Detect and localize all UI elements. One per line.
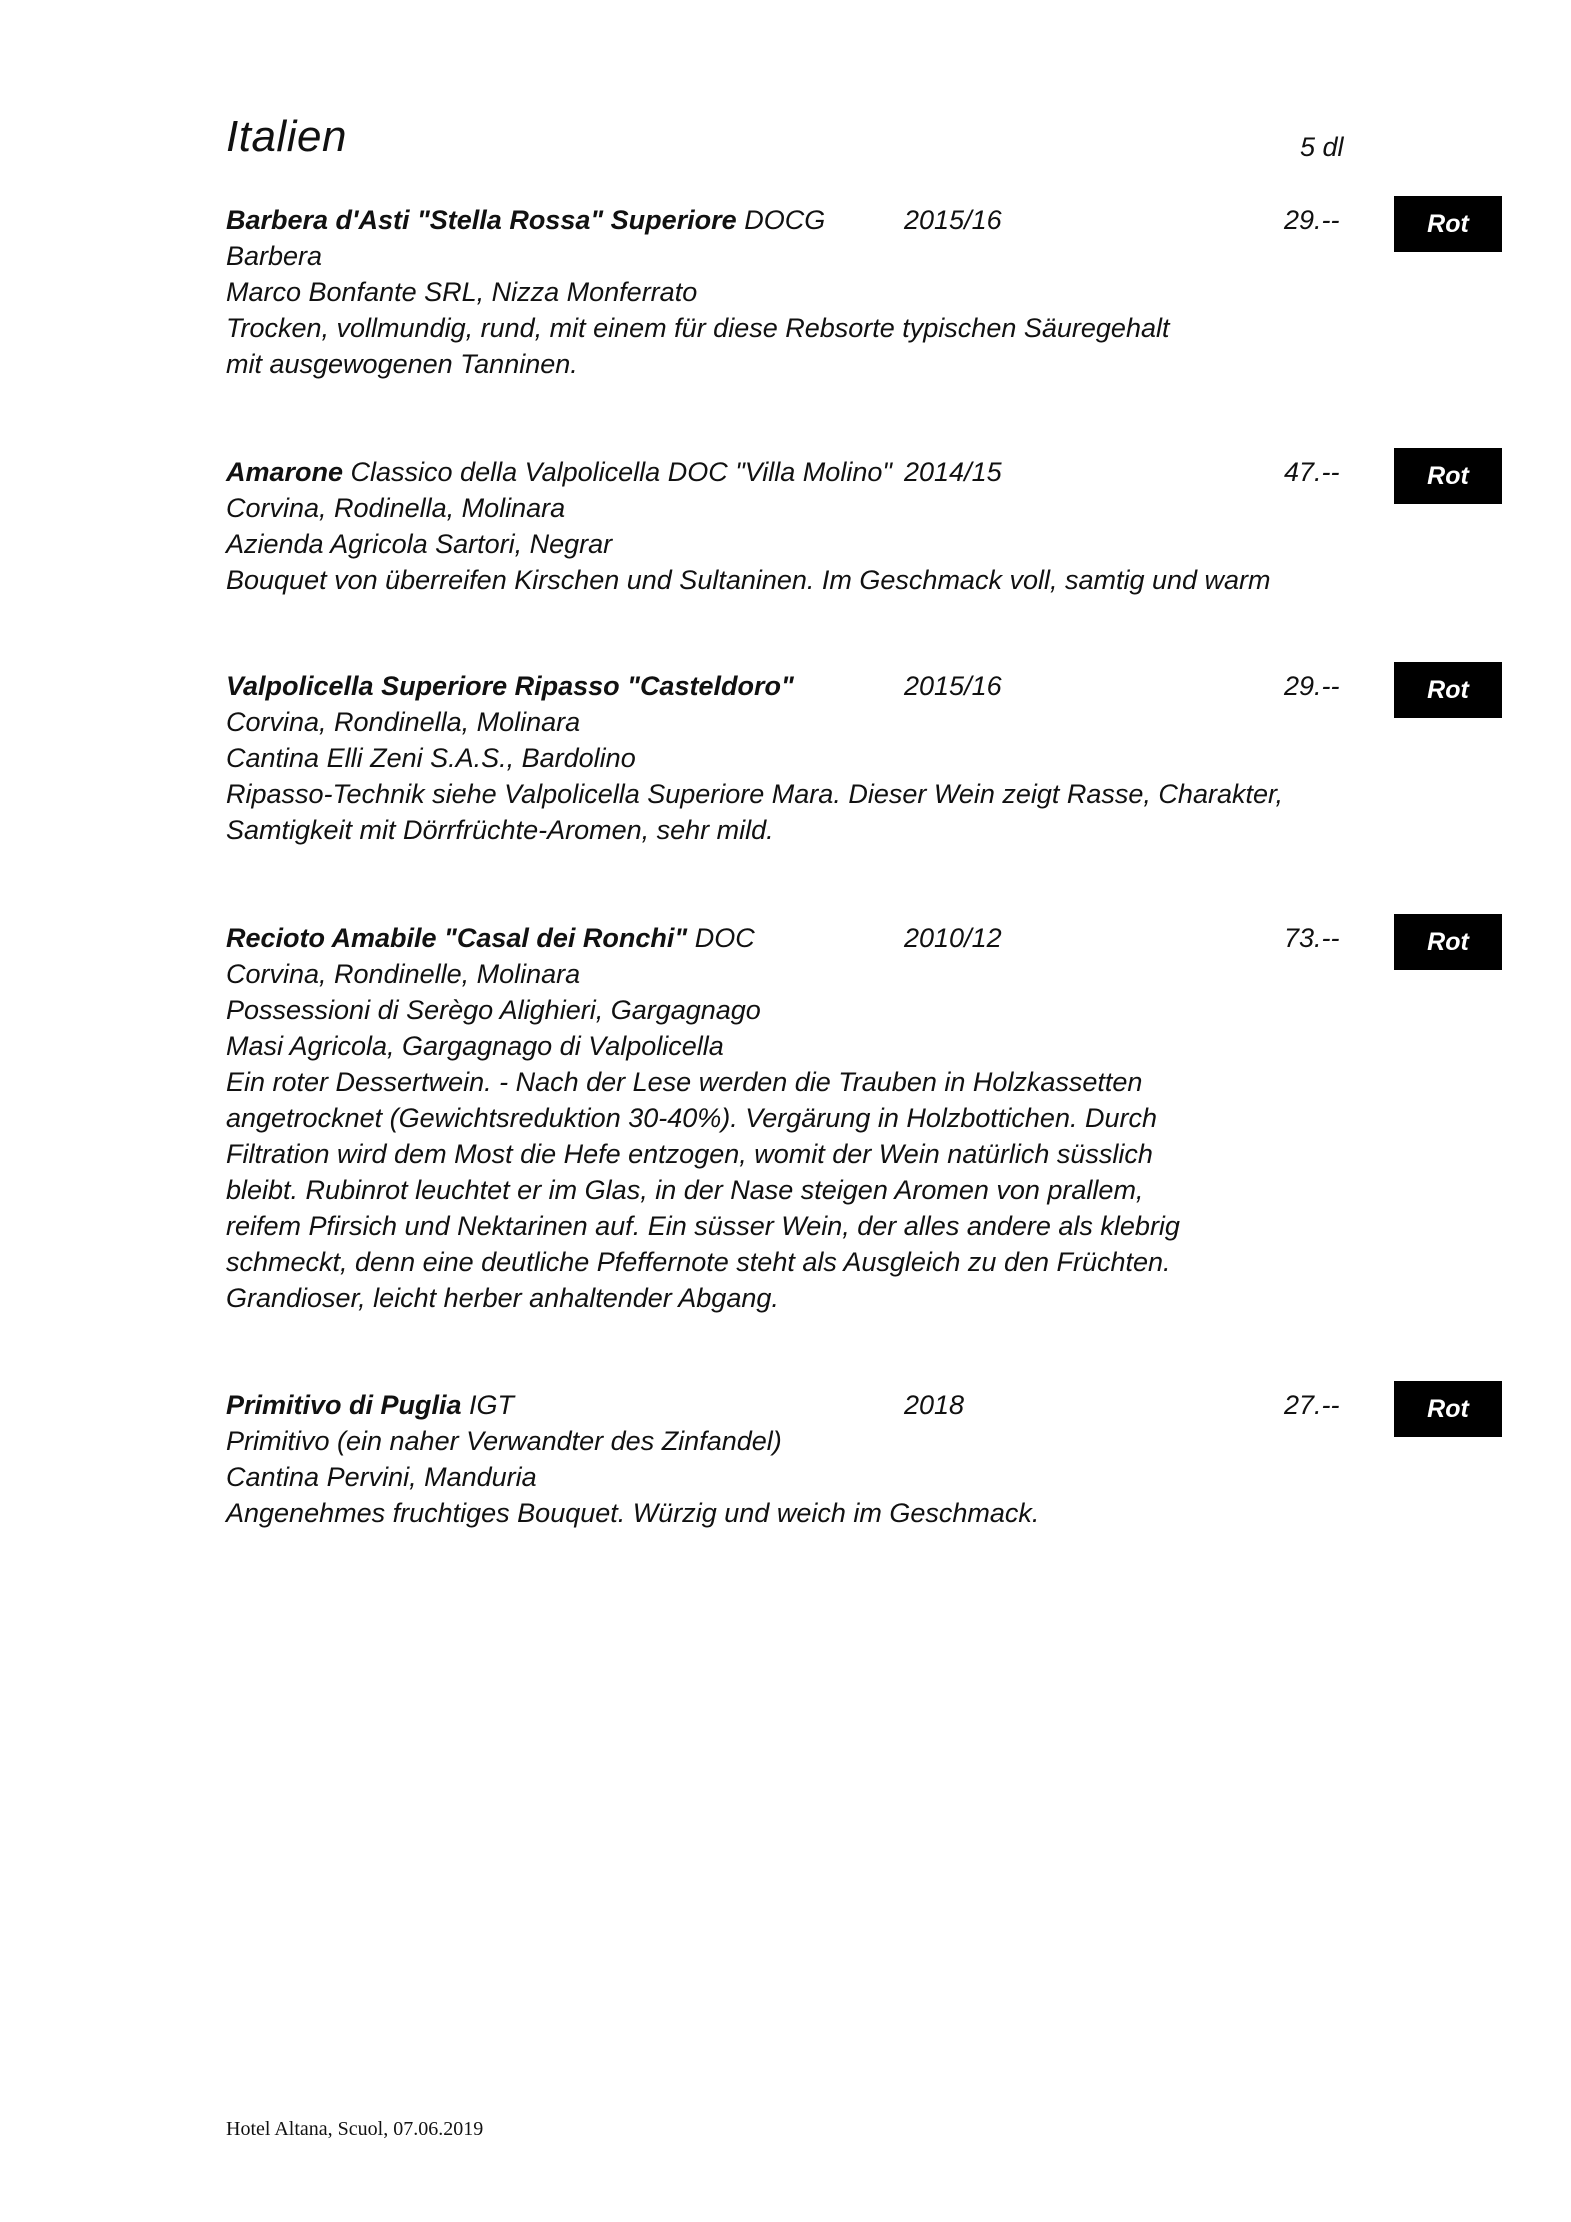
wine-note-line: Ripasso-Technik siehe Valpolicella Superiore Mara. Dieser Wein zeigt Rasse, Charakter, xyxy=(226,779,1283,809)
wine-note-line: Ein roter Dessertwein. - Nach der Lese werden die Trauben in Holzkassetten xyxy=(226,1067,1143,1097)
wine-note-line: Grandioser, leicht herber anhaltender Abgang. xyxy=(226,1283,779,1313)
wine-classification: DOC xyxy=(687,923,755,953)
wine-price: 73.-- xyxy=(1284,923,1340,953)
wine-note-line: Bouquet von überreifen Kirschen und Sultaninen. Im Geschmack voll, samtig und warm xyxy=(226,565,1271,595)
wine-description xyxy=(226,490,1306,598)
wine-producer: Azienda Agricola Sartori, Negrar xyxy=(226,529,613,559)
wine-note-line: mit ausgewogenen Tanninen. xyxy=(226,349,578,379)
wine-title xyxy=(226,1387,514,1423)
wine-producer: Marco Bonfante SRL, Nizza Monferrato xyxy=(226,277,698,307)
wine-classification: Classico della Valpolicella DOC "Villa Molino" xyxy=(343,457,892,487)
wine-grape: Primitivo (ein naher Verwandter des Zinfandel) xyxy=(226,1426,782,1456)
wine-name: Amarone xyxy=(226,457,344,487)
wine-description xyxy=(226,956,1306,1316)
wine-header-row xyxy=(226,202,1556,238)
wine-header-row xyxy=(226,920,1556,956)
wine-color-badge: Rot xyxy=(1394,448,1502,504)
wine-note-line: angetrocknet (Gewichtsreduktion 30-40%). Vergärung in Holzbottichen. Durch xyxy=(226,1103,1157,1133)
wine-grape: Corvina, Rodinella, Molinara xyxy=(226,493,566,523)
wine-grape: Corvina, Rondinelle, Molinara xyxy=(226,959,581,989)
wine-producer: Masi Agricola, Gargagnago di Valpolicella xyxy=(226,1031,724,1061)
wine-note-line: bleibt. Rubinrot leuchtet er im Glas, in der Nase steigen Aromen von prallem, xyxy=(226,1175,1144,1205)
wine-header-row xyxy=(226,668,1556,704)
wine-description xyxy=(226,238,1306,382)
serving-size-label: 5 dl xyxy=(1300,132,1344,162)
wine-name: Primitivo di Puglia xyxy=(226,1390,462,1420)
wine-vintage: 2015/16 xyxy=(904,205,1002,235)
wine-title xyxy=(226,920,755,956)
wine-header-row xyxy=(226,454,1556,490)
wine-note-line: Samtigkeit mit Dörrfrüchte-Aromen, sehr mild. xyxy=(226,815,774,845)
wine-title xyxy=(226,668,794,704)
wine-name: Valpolicella Superiore Ripasso "Casteldoro" xyxy=(226,671,794,701)
wine-note-line: schmeckt, denn eine deutliche Pfeffernote steht als Ausgleich zu den Früchten. xyxy=(226,1247,1171,1277)
wine-producer: Possessioni di Serègo Alighieri, Gargagnago xyxy=(226,995,761,1025)
wine-description xyxy=(226,1423,1306,1531)
wine-classification: DOCG xyxy=(736,205,826,235)
wine-producer: Cantina Pervini, Manduria xyxy=(226,1462,537,1492)
wine-vintage: 2018 xyxy=(904,1390,965,1420)
wine-color-badge: Rot xyxy=(1394,662,1502,718)
wine-color-badge: Rot xyxy=(1394,1381,1502,1437)
wine-color-badge: Rot xyxy=(1394,196,1502,252)
wine-classification: IGT xyxy=(461,1390,515,1420)
wine-price: 29.-- xyxy=(1284,205,1340,235)
wine-grape: Barbera xyxy=(226,241,323,271)
wine-grape: Corvina, Rondinella, Molinara xyxy=(226,707,581,737)
wine-vintage: 2014/15 xyxy=(904,457,1002,487)
wine-price: 27.-- xyxy=(1284,1390,1340,1420)
wine-title xyxy=(226,454,892,490)
page-footer: Hotel Altana, Scuol, 07.06.2019 xyxy=(226,2118,484,2140)
wine-vintage: 2015/16 xyxy=(904,671,1002,701)
wine-producer: Cantina Elli Zeni S.A.S., Bardolino xyxy=(226,743,636,773)
wine-color-badge: Rot xyxy=(1394,914,1502,970)
wine-note-line: Angenehmes fruchtiges Bouquet. Würzig und weich im Geschmack. xyxy=(226,1498,1040,1528)
wine-description xyxy=(226,704,1306,848)
wine-name: Barbera d'Asti "Stella Rossa" Superiore xyxy=(226,205,737,235)
wine-name: Recioto Amabile "Casal dei Ronchi" xyxy=(226,923,688,953)
wine-header-row xyxy=(226,1387,1556,1423)
wine-note-line: reifem Pfirsich und Nektarinen auf. Ein süsser Wein, der alles andere als klebrig xyxy=(226,1211,1180,1241)
wine-title xyxy=(226,202,825,238)
wine-price: 29.-- xyxy=(1284,671,1340,701)
wine-note-line: Filtration wird dem Most die Hefe entzogen, womit der Wein natürlich süsslich xyxy=(226,1139,1153,1169)
wine-price: 47.-- xyxy=(1284,457,1340,487)
wine-vintage: 2010/12 xyxy=(904,923,1002,953)
wine-note-line: Trocken, vollmundig, rund, mit einem für diese Rebsorte typischen Säuregehalt xyxy=(226,313,1170,343)
page-title: Italien xyxy=(226,112,347,161)
